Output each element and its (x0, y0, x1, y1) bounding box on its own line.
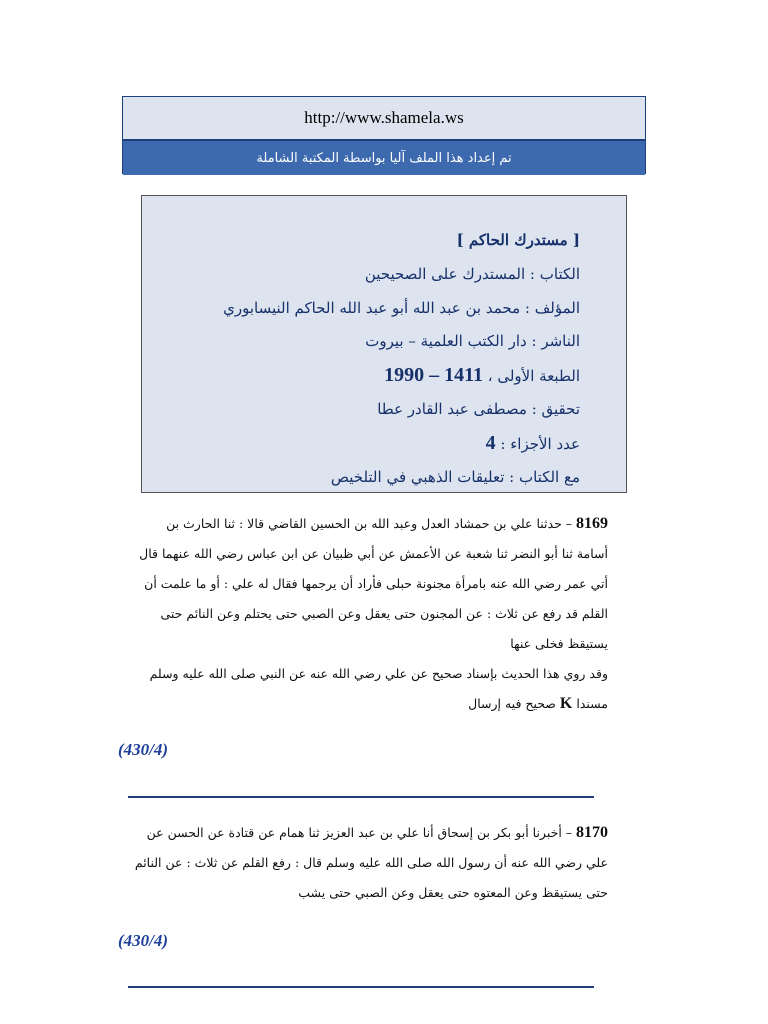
entry-line: حتى يستيقظ وعن المعتوه حتى يعقل وعن الصبي حتى يشب (298, 885, 608, 900)
entry-text: صحيح فيه إرسال (468, 696, 560, 711)
entry-line: أتي عمر رضي الله عنه بامرأة مجنونة حبلى فأراد أن يرجمها فقال له علي : أو ما علمت أن (144, 576, 608, 591)
edition-line (162, 359, 580, 393)
entry-line (118, 689, 608, 719)
header-box (122, 96, 646, 174)
divider (128, 796, 594, 798)
divider (128, 986, 594, 988)
page-reference: (430/4) (118, 740, 169, 759)
entry-line: أسامة ثنا أبو النضر ثنا شعبة عن الأعمش عن أبي ظبيان عن ابن عباس رضي الله عنهما قال (139, 546, 608, 561)
book-info-box (141, 195, 627, 493)
hadith-number: 8169 (576, 515, 608, 532)
with-book-line: مع الكتاب : تعليقات الذهبي في التلخيص (330, 467, 580, 486)
book-title-line: [ مستدرك الحاكم ] (456, 231, 580, 249)
entry-text: – أخبرنا أبو بكر بن إسحاق أنا علي بن عبد العزيز ثنا همام عن قتادة عن الحسن عن (146, 825, 576, 840)
grading-mark: K (559, 695, 573, 712)
hadith-entry-8169 (118, 509, 608, 719)
book-name-line: الكتاب : المستدرك على الصحيحين (364, 264, 580, 283)
edition-years: 1411 – 1990 (384, 364, 483, 387)
entry-line (118, 509, 608, 539)
entry-text: مسندا (572, 696, 608, 711)
entry-line: علي رضي الله عنه أن رسول الله صلى الله عليه وسلم قال : رفع القلم عن ثلاث : عن النائم (134, 855, 608, 870)
hadith-number: 8170 (576, 824, 608, 841)
header-note: تم إعداد هذا الملف آليا بواسطة المكتبة الشاملة (123, 141, 645, 175)
hadith-entry-8170 (118, 818, 608, 908)
entry-line: القلم قد رفع عن ثلاث : عن المجنون حتى يعقل وعن الصبي حتى يحتلم وعن النائم حتى (160, 606, 608, 621)
site-url-link[interactable]: http://www.shamela.ws (123, 97, 645, 141)
entry-line (118, 818, 608, 848)
edition-label: الطبعة الأولى ، (482, 367, 580, 386)
page-reference: (430/4) (118, 931, 169, 950)
entry-line: وقد روي هذا الحديث بإسناد صحيح عن علي رضي الله عنه عن النبي صلى الله عليه وسلم (149, 666, 608, 681)
publisher-line: الناشر : دار الكتب العلمية – بيروت (365, 332, 580, 351)
entry-text: – حدثنا علي بن حمشاد العدل وعبد الله بن الحسين القاضي قالا : ثنا الحارث بن (166, 516, 576, 531)
volumes-line (162, 427, 580, 461)
volumes-label: عدد الأجزاء : (495, 434, 580, 453)
volumes-count: 4 (485, 431, 496, 454)
author-line: المؤلف : محمد بن عبد الله أبو عبد الله الحاكم النيسابوري (223, 298, 580, 317)
editor-line: تحقيق : مصطفى عبد القادر عطا (377, 399, 580, 418)
entry-line: يستيقظ فخلى عنها (510, 636, 608, 651)
